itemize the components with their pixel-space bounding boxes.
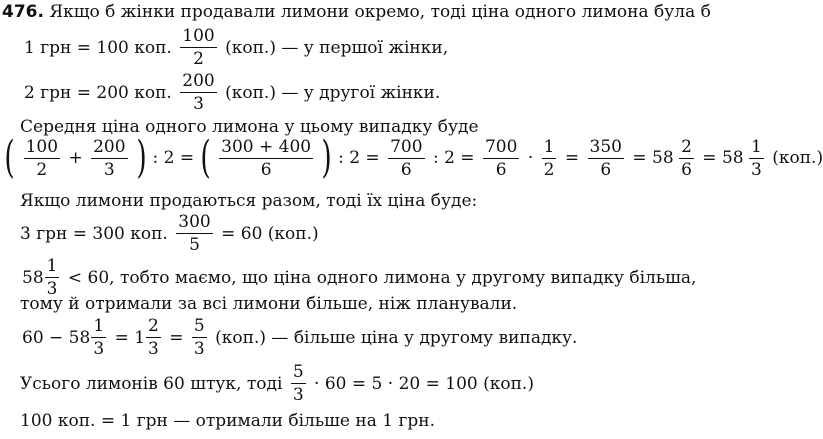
comparison-line — [22, 256, 696, 299]
l2-suffix: (коп.) — у другої жінки. — [225, 82, 441, 103]
l3-suffix: = 60 (коп.) — [221, 223, 319, 244]
cmp-whole: 58 — [22, 267, 44, 288]
eq-f3-num: 300 + 400 — [221, 136, 312, 157]
total-denominator: 3 — [292, 385, 304, 405]
l3-prefix: 3 грн = 300 коп. — [20, 223, 168, 244]
total-fraction — [291, 362, 306, 405]
eq-f7-num: 350 — [589, 136, 622, 157]
average-text-line — [20, 117, 479, 137]
second-woman-line — [24, 71, 440, 114]
eq-equals-3: = 58 — [702, 148, 744, 168]
eq-equals-2: = 58 — [632, 148, 674, 168]
eq-f6-den: 2 — [543, 159, 555, 180]
together-price-line — [20, 212, 319, 255]
together-text: Якщо лимони продаються разом, тоді їх ціна буде: — [20, 191, 478, 211]
cmp-fraction — [45, 256, 60, 299]
eq-equals-1: = — [564, 148, 580, 168]
eq-f5-num: 700 — [484, 136, 518, 157]
eq-f4-num: 700 — [390, 136, 423, 157]
eq-f6-num: 1 — [543, 136, 555, 157]
problem-number: 476. — [2, 2, 44, 22]
eq-div-a: : 2 = — [152, 148, 195, 168]
diff-eq2: = — [169, 327, 184, 348]
total-prefix: Усього лимонів 60 штук, тоді — [20, 373, 283, 394]
l2-denominator: 3 — [193, 94, 204, 114]
diff-f3-num: 5 — [193, 316, 205, 336]
first-woman-line — [24, 26, 448, 69]
eq-f9-num: 1 — [750, 136, 762, 157]
average-text: Середня ціна одного лимона у цьому випадку буде — [20, 117, 479, 137]
eq-fraction-7 — [588, 137, 624, 180]
eq-plus: + — [68, 148, 83, 168]
l1-numerator: 100 — [182, 26, 215, 46]
eq-f9-den: 3 — [750, 159, 762, 180]
cmp-denominator: 3 — [46, 279, 58, 299]
eq-div-c: : 2 = — [432, 148, 475, 168]
l2-numerator: 200 — [182, 71, 215, 91]
total-suffix: · 60 = 5 · 20 = 100 (коп.) — [314, 373, 534, 394]
l3-fraction — [176, 212, 212, 255]
paren-close-2: ) — [321, 132, 333, 183]
l1-prefix: 1 грн = 100 коп. — [24, 37, 172, 58]
paren-open-2: ( — [199, 132, 211, 183]
eq-unit: (коп.) — [772, 148, 823, 168]
diff-suffix: (коп.) — більше ціна у другому випадку. — [215, 327, 578, 348]
diff-f2-num: 2 — [148, 316, 159, 336]
diff-eq: = 1 — [114, 327, 146, 348]
diff-a: 60 − 58 — [22, 327, 91, 348]
difference-line — [22, 316, 577, 359]
total-numerator: 5 — [292, 362, 304, 382]
eq-fraction-5 — [483, 137, 519, 180]
eq-fraction-8 — [679, 137, 694, 180]
l1-denominator: 2 — [193, 49, 204, 69]
l2-prefix: 2 грн = 200 коп. — [24, 82, 172, 103]
comparison-line-2 — [20, 294, 517, 314]
eq-f4-den: 6 — [400, 159, 412, 180]
cmp-text-2: тому й отримали за всі лимони більше, ніж планували. — [20, 294, 518, 314]
eq-fraction-4 — [388, 137, 424, 180]
eq-f2-den: 3 — [103, 159, 115, 180]
cmp-numerator: 1 — [46, 256, 58, 276]
average-equation — [4, 132, 823, 183]
eq-f1-num: 100 — [25, 136, 59, 157]
diff-f1-den: 3 — [93, 339, 105, 359]
diff-f3-den: 3 — [193, 339, 205, 359]
diff-f2-den: 3 — [148, 339, 159, 359]
eq-f5-den: 6 — [495, 159, 507, 180]
diff-fraction-2 — [146, 316, 161, 359]
l1-fraction — [180, 26, 216, 69]
diff-f1-num: 1 — [93, 316, 105, 336]
diff-fraction-3 — [192, 316, 207, 359]
eq-f3-den: 6 — [260, 159, 272, 180]
eq-fraction-2 — [91, 137, 127, 180]
eq-fraction-3 — [219, 137, 313, 180]
eq-fraction-9 — [749, 137, 764, 180]
eq-f8-den: 6 — [681, 159, 692, 180]
eq-fraction-1 — [24, 137, 60, 180]
l2-fraction — [180, 71, 216, 114]
l1-suffix: (коп.) — у першої жінки, — [225, 37, 449, 58]
eq-fraction-6 — [542, 137, 557, 180]
diff-fraction-1 — [91, 316, 106, 359]
l3-numerator: 300 — [178, 212, 211, 232]
eq-div-b: : 2 = — [338, 148, 380, 168]
together-line — [20, 191, 477, 211]
paren-close: ) — [136, 132, 147, 183]
final-line — [20, 411, 435, 431]
intro-text: Якщо б жінки продавали лимони окремо, тоді ціна одного лимона була б — [49, 2, 711, 22]
eq-f2-num: 200 — [93, 136, 126, 157]
cmp-text: < 60, тобто маємо, що ціна одного лимона у другому випадку більша, — [67, 267, 697, 288]
final-text: 100 коп. = 1 грн — отримали більше на 1 грн. — [20, 411, 435, 431]
intro-line — [2, 2, 711, 22]
eq-f7-den: 6 — [600, 159, 612, 180]
total-line — [20, 362, 534, 405]
eq-f8-num: 2 — [681, 136, 692, 157]
paren-open: ( — [4, 132, 15, 183]
l3-denominator: 5 — [189, 235, 200, 255]
eq-dot: · — [527, 148, 534, 168]
eq-f1-den: 2 — [36, 159, 48, 180]
